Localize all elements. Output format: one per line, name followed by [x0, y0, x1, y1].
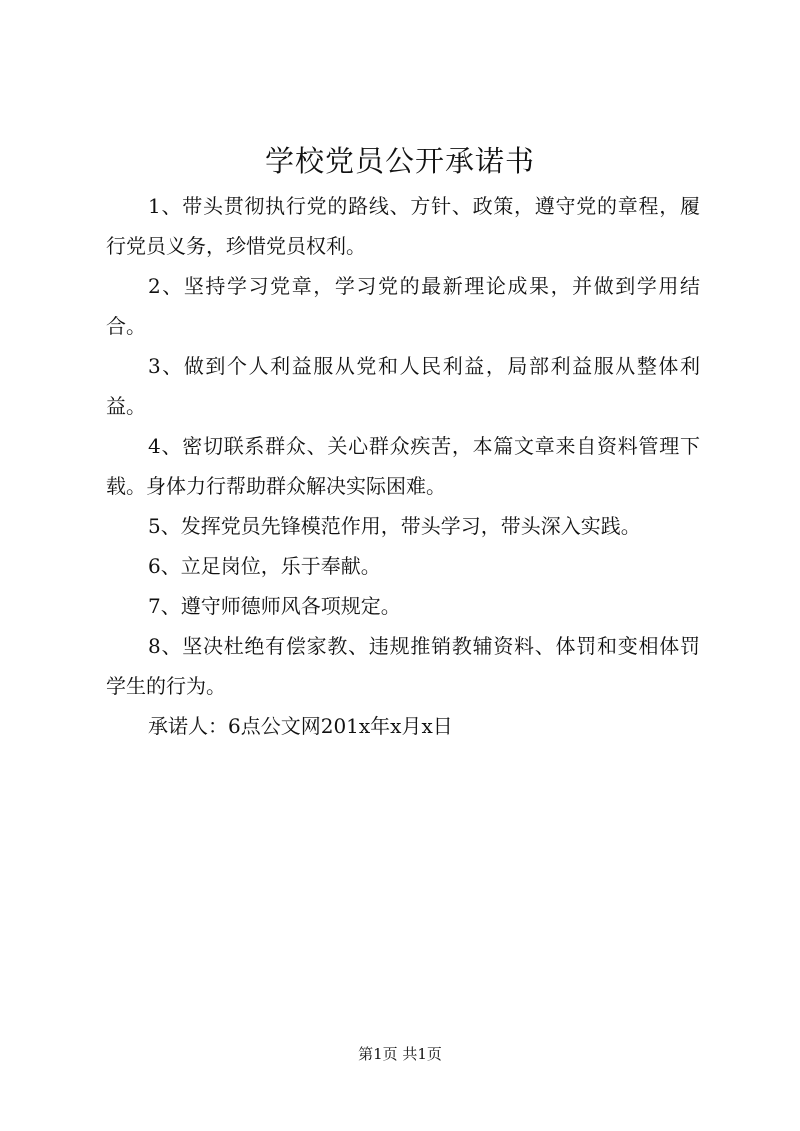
- pledge-item-2: 2、坚持学习党章，学习党的最新理论成果，并做到学用结合。: [106, 274, 700, 338]
- pledge-item-4: 4、密切联系群众、关心群众疾苦，本篇文章来自资料管理下载。身体力行帮助群众解决实际困难。: [106, 434, 700, 498]
- pledge-item-7: 7、遵守师德师风各项规定。: [148, 594, 401, 618]
- pledge-item-8: 8、坚决杜绝有偿家教、违规推销教辅资料、体罚和变相体罚学生的行为。: [106, 634, 700, 698]
- pledge-item-5: 5、发挥党员先锋模范作用，带头学习，带头深入实践。: [148, 514, 641, 538]
- pledge-item-3: 3、做到个人利益服从党和人民利益，局部利益服从整体利益。: [106, 354, 700, 418]
- pledge-item-6: 6、立足岗位，乐于奉献。: [148, 554, 381, 578]
- document-body: [106, 186, 700, 746]
- page-number-footer: 第1页 共1页: [358, 1045, 442, 1063]
- pledge-item-1: 1、带头贯彻执行党的路线、方针、政策，遵守党的章程，履行党员义务，珍惜党员权利。: [106, 194, 700, 258]
- signature-line: 承诺人：6点公文网201x年x月x日: [148, 714, 453, 738]
- document-title: 学校党员公开承诺书: [264, 144, 535, 178]
